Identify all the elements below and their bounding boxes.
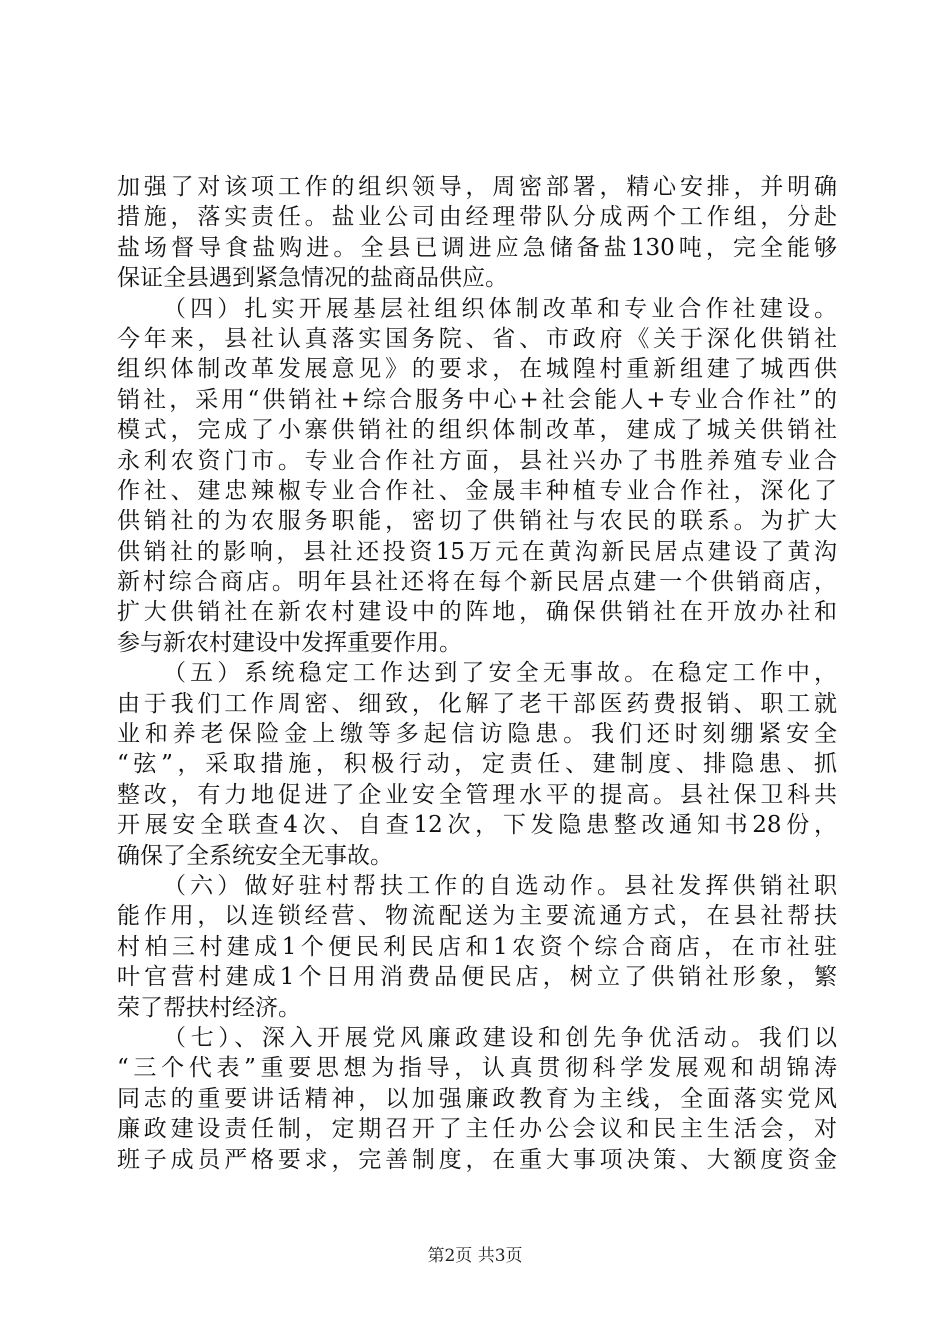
- text-line: 措施，落实责任。盐业公司由经理带队分成两个工作组，分赴: [117, 204, 837, 231]
- text-line: 整改，有力地促进了企业安全管理水平的提高。县社保卫科共: [117, 781, 837, 808]
- text-line: 今年来，县社认真落实国务院、省、市政府《关于深化供销社: [117, 325, 837, 352]
- text-line: 荣了帮扶村经济。: [117, 994, 301, 1021]
- text-line: 保证全县遇到紧急情况的盐商品供应。: [117, 265, 508, 292]
- text-line: （四）扎实开展基层社组织体制改革和专业合作社建设。: [163, 295, 837, 322]
- text-line: （七）、深入开展党风廉政建设和创先争优活动。我们以: [163, 1024, 837, 1051]
- text-line: （六）做好驻村帮扶工作的自选动作。县社发挥供销社职: [163, 872, 837, 899]
- text-line: 叶官营村建成1个日用消费品便民店，树立了供销社形象，繁: [117, 964, 837, 991]
- text-line: “三个代表”重要思想为指导，认真贯彻科学发展观和胡锦涛: [117, 1055, 837, 1082]
- text-line: 盐场督导食盐购进。全县已调进应急储备盐130吨，完全能够: [117, 234, 837, 261]
- text-line: 业和养老保险金上缴等多起信访隐患。我们还时刻绷紧安全: [117, 721, 837, 748]
- text-line: 组织体制改革发展意见》的要求，在城隍村重新组建了城西供: [117, 356, 837, 383]
- text-line: 供销社的为农服务职能，密切了供销社与农民的联系。为扩大: [117, 508, 837, 535]
- text-line: “弦”，采取措施，积极行动，定责任、建制度、排隐患、抓: [117, 751, 837, 778]
- text-line: 加强了对该项工作的组织领导，周密部署，精心安排，并明确: [117, 174, 837, 200]
- text-line: 同志的重要讲话精神，以加强廉政教育为主线，全面落实党风: [117, 1085, 837, 1112]
- document-body: [117, 172, 837, 1175]
- page-footer: 第2页 共3页: [427, 1246, 523, 1266]
- text-line: 模式，完成了小寨供销社的组织体制改革，建成了城关供销社: [117, 417, 837, 444]
- text-line: 新村综合商店。明年县社还将在每个新民居点建一个供销商店，: [117, 569, 837, 596]
- text-line: 班子成员严格要求，完善制度，在重大事项决策、大额度资金: [117, 1146, 837, 1173]
- text-line: 参与新农村建设中发挥重要作用。: [117, 629, 462, 656]
- text-line: 永利农资门市。专业合作社方面，县社兴办了书胜养殖专业合: [117, 447, 837, 474]
- text-line: 开展安全联查4次、自查12次，下发隐患整改通知书28份，: [117, 812, 837, 839]
- text-line: 村柏三村建成1个便民利民店和1农资个综合商店，在市社驻: [117, 933, 837, 960]
- text-line: 供销社的影响，县社还投资15万元在黄沟新民居点建设了黄沟: [117, 538, 837, 565]
- text-line: 由于我们工作周密、细致，化解了老干部医药费报销、职工就: [117, 690, 837, 717]
- text-line: 扩大供销社在新农村建设中的阵地，确保供销社在开放办社和: [117, 599, 837, 626]
- text-line: 销社，采用“供销社+综合服务中心+社会能人+专业合作社”的: [117, 386, 837, 413]
- text-line: （五）系统稳定工作达到了安全无事故。在稳定工作中，: [163, 660, 837, 687]
- text-line: 能作用，以连锁经营、物流配送为主要流通方式，在县社帮扶: [117, 903, 837, 930]
- text-line: 廉政建设责任制，定期召开了主任办公会议和民主生活会，对: [117, 1116, 837, 1143]
- text-line: 作社、建忠辣椒专业合作社、金晟丰种植专业合作社，深化了: [117, 477, 837, 504]
- text-line: 确保了全系统安全无事故。: [117, 842, 393, 869]
